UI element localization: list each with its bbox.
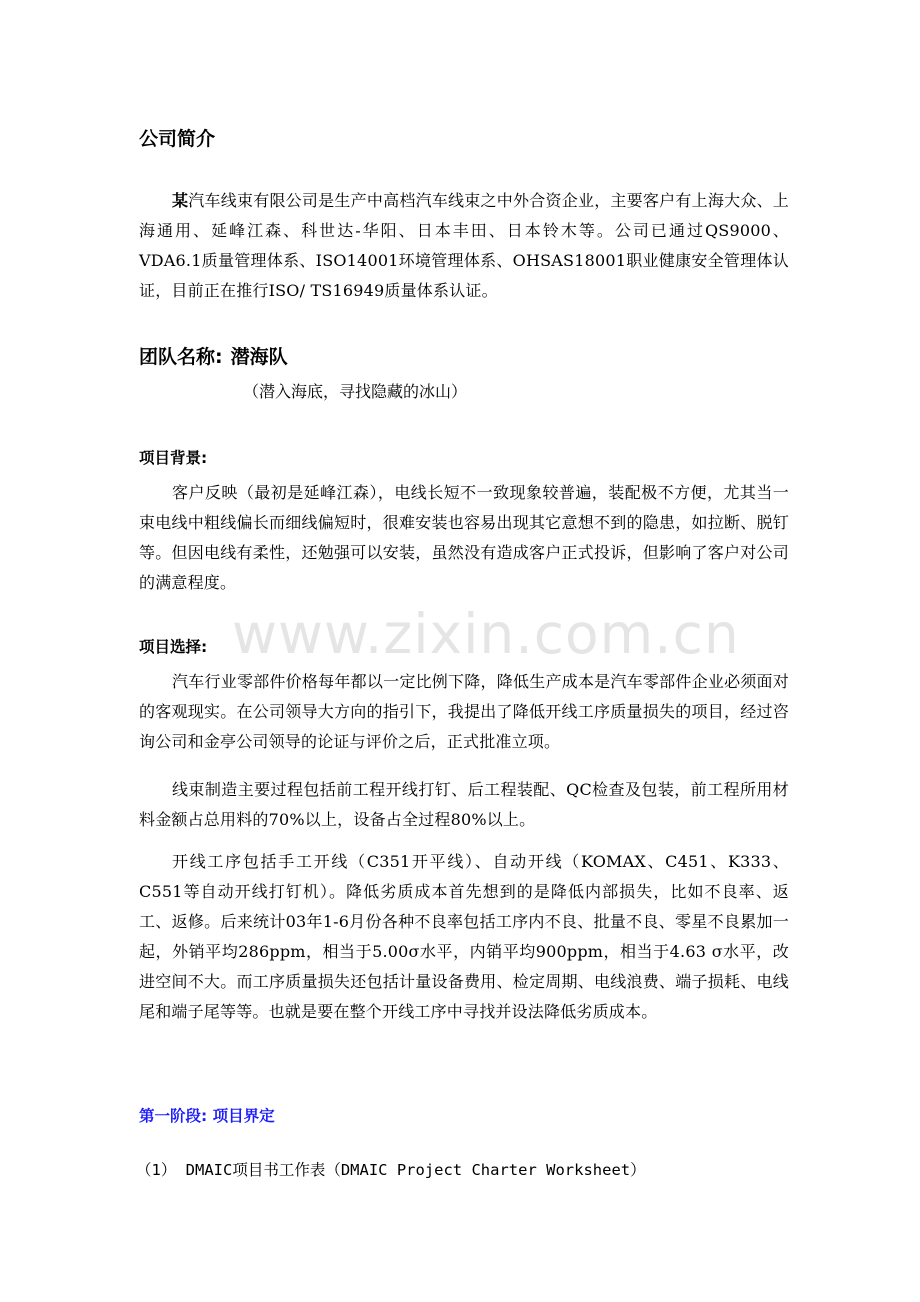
- team-title: [139, 342, 288, 369]
- company-intro-lead: 某: [172, 191, 189, 210]
- project-background-label: 项目背景:: [139, 449, 208, 467]
- project-selection-paragraph-2: 线束制造主要过程包括前工程开线打钉、后工程装配、QC检查及包装，前工程所用材料金额占总用料的70%以上，设备占全过程80%以上。: [139, 780, 789, 829]
- project-selection-label: 项目选择:: [139, 638, 208, 656]
- company-intro-text: 汽车线束有限公司是生产中高档汽车线束之中外合资企业，主要客户有上海大众、上海通用、延峰江森、科世达-华阳、日本丰田、日本铃木等。公司已通过QS9000、VDA6.1质量管理体系、ISO14001环境管理体系、OHSAS18001职业健康安全管理体认证，目前正在推行ISO/ TS16949质量体系认证。: [139, 191, 790, 300]
- project-selection-paragraph-1: 汽车行业零部件价格每年都以一定比例下降，降低生产成本是汽车零部件企业必须面对的客观现实。在公司领导大方向的指引下，我提出了降低开线工序质量损失的项目，经过咨询公司和金亭公司领导的论证与评价之后，正式批准立项。: [139, 672, 789, 751]
- company-intro-heading: 公司简介: [139, 128, 216, 150]
- watermark-text: www.zixin.com.cn: [232, 602, 740, 666]
- team-label: 团队名称:: [139, 346, 223, 368]
- team-slogan: （潜入海底，寻找隐藏的冰山）: [243, 382, 468, 401]
- phase-one-heading: 第一阶段: 项目界定: [139, 1107, 275, 1125]
- team-name: 潜海队: [230, 346, 288, 368]
- company-intro-paragraph: [139, 186, 789, 306]
- project-background-paragraph: 客户反映（最初是延峰江森），电线长短不一致现象较普遍，装配极不方便，尤其当一束电线中粗线偏长而细线偏短时，很难安装也容易出现其它意想不到的隐患，如拉断、脱钉等。但因电线有柔性，还勉强可以安装，虽然没有造成客户正式投诉，但影响了客户对公司的满意程度。: [139, 483, 789, 592]
- dmaic-worksheet-title: （1） DMAIC项目书工作表（DMAIC Project Charter Worksheet）: [136, 1161, 646, 1179]
- project-selection-paragraph-3: 开线工序包括手工开线（C351开平线）、自动开线（KOMAX、C451、K333、C551等自动开线打钉机）。降低劣质成本首先想到的是降低内部损失，比如不良率、返工、返修。后来统计03年1-6月份各种不良率包括工序内不良、批量不良、零星不良累加一起，外销平均286ppm，相当于5.00σ水平，内销平均900ppm，相当于4.63 σ水平，改进空间不大。而工序质量损失还包括计量设备费用、检定周期、电线浪费、端子损耗、电线尾和端子尾等等。也就是要在整个开线工序中寻找并设法降低劣质成本。: [139, 852, 789, 1021]
